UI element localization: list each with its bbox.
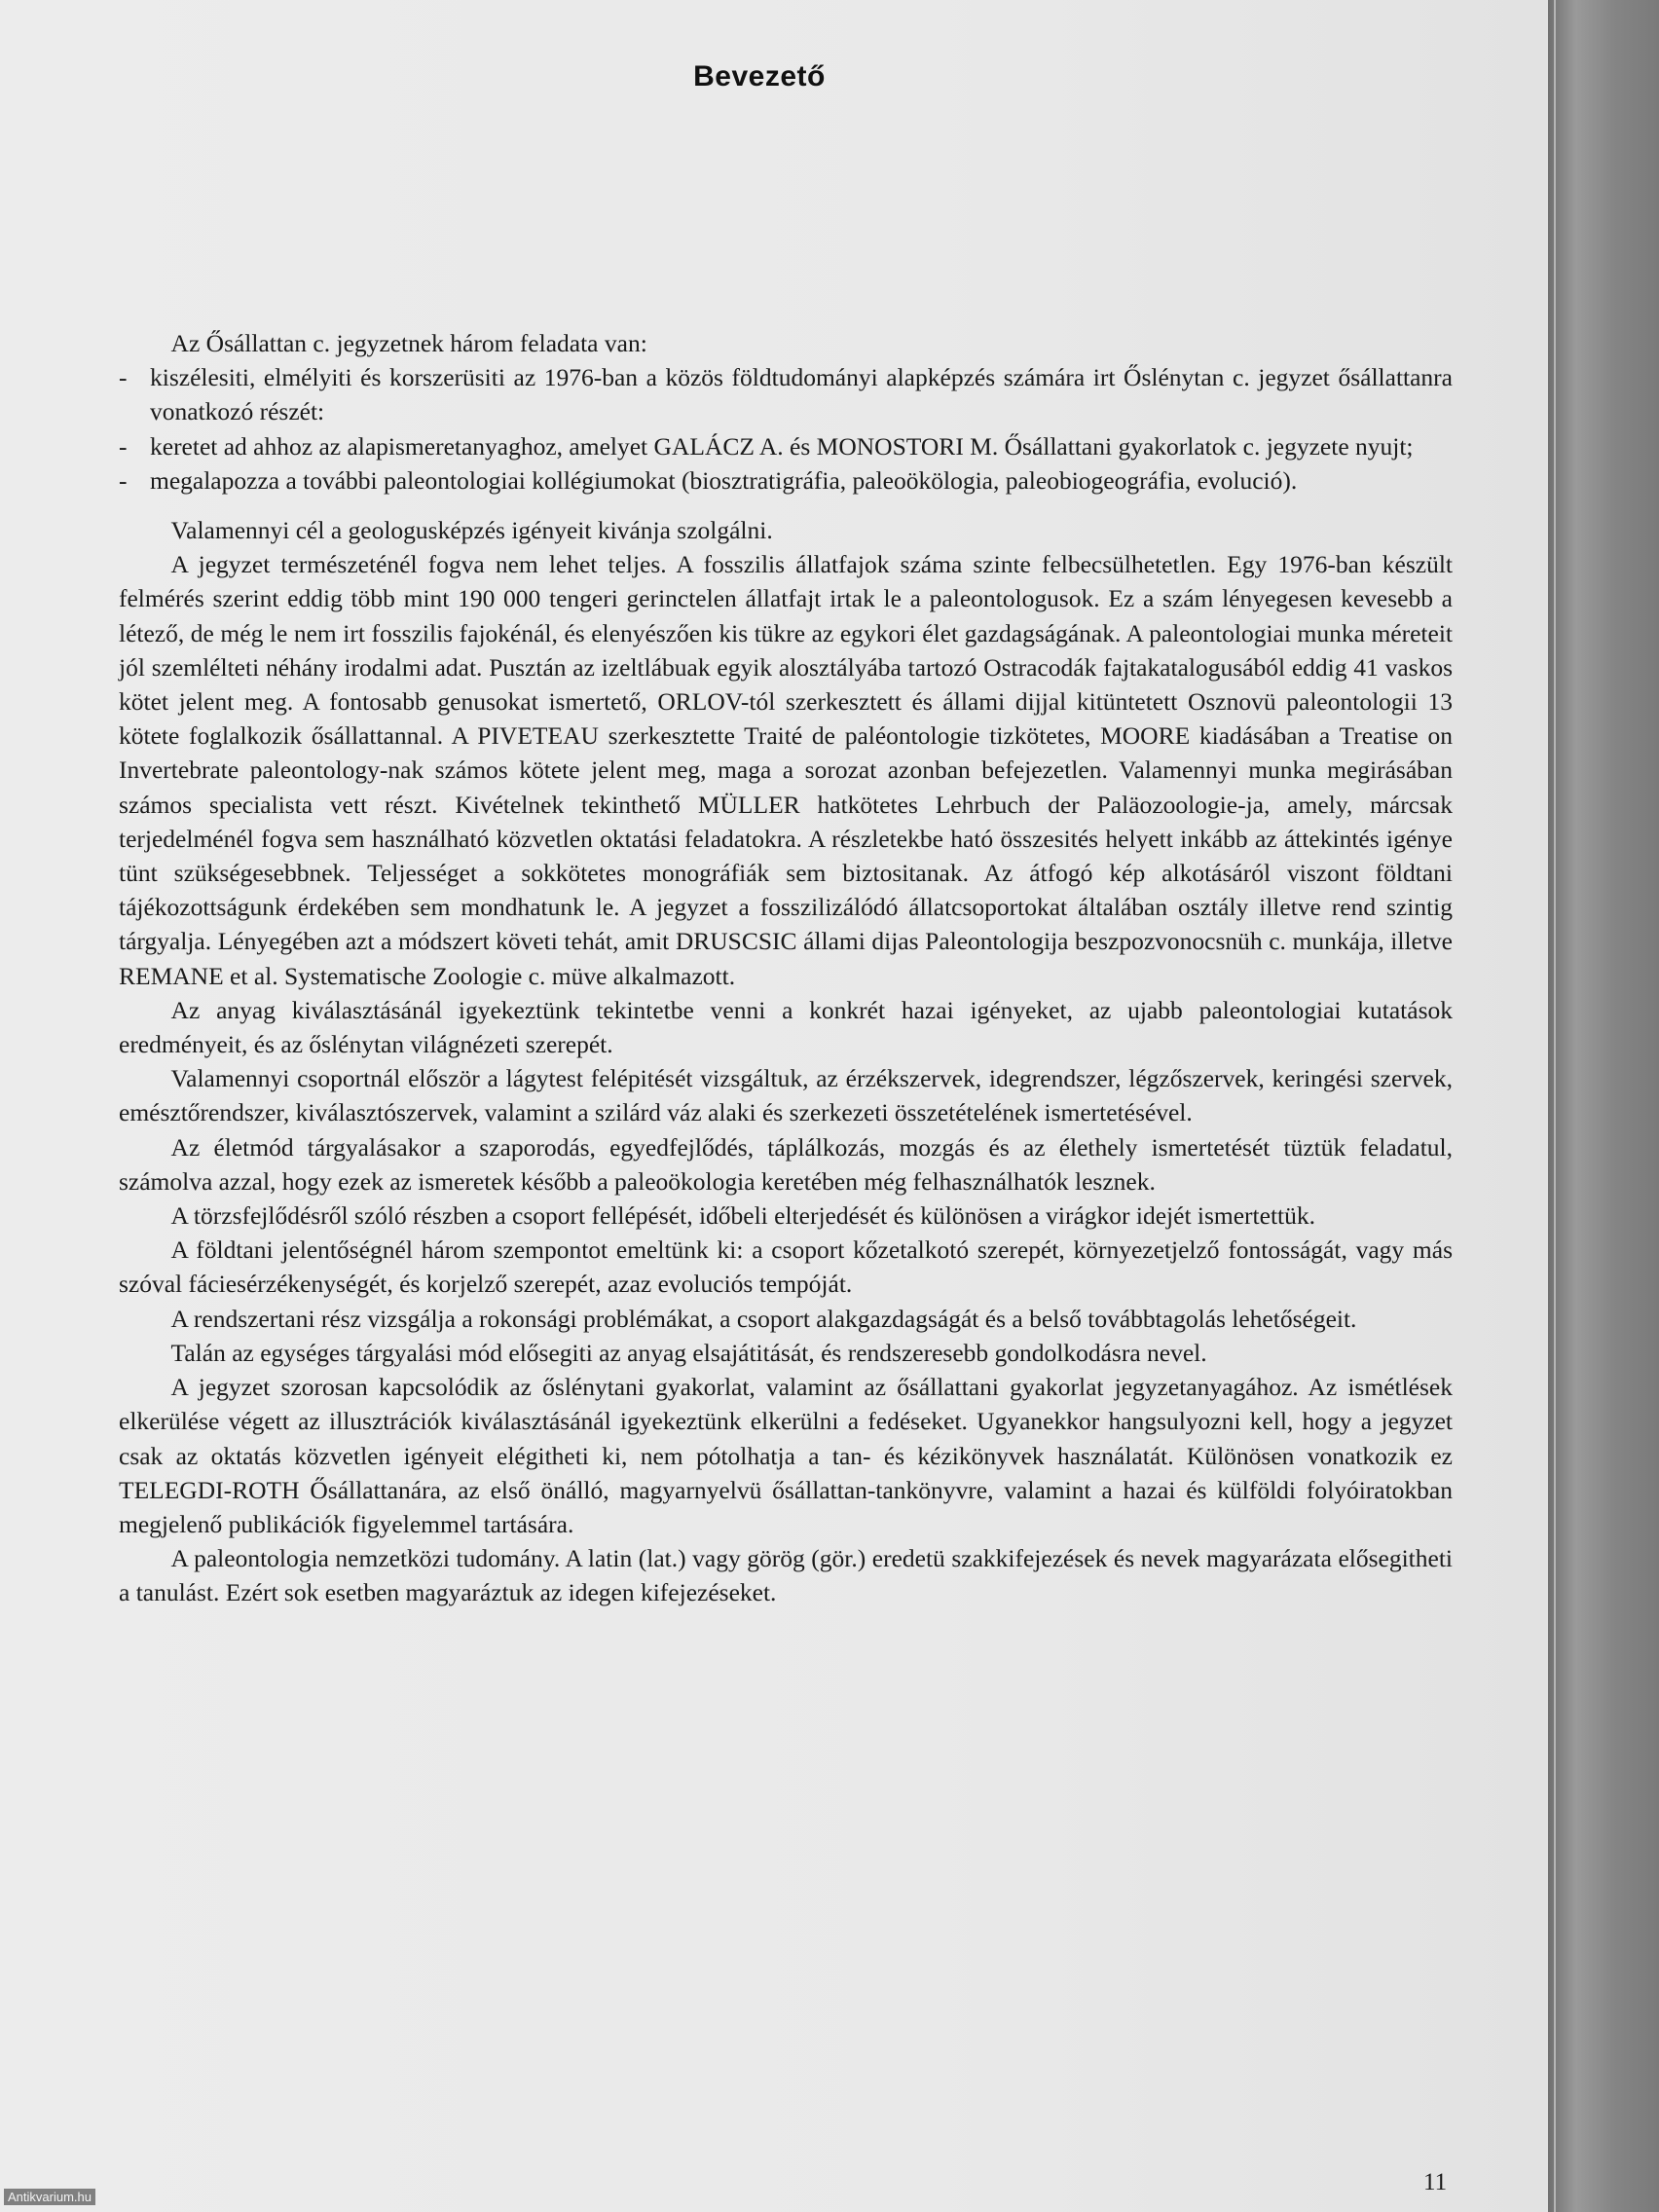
paragraph: Valamennyi csoportnál először a lágytest felépitését vizsgáltuk, az érzékszervek, idegrendszer, légzőszervek, keringési szervek, emésztőrendszer, kiválasztószervek, valamint a szilárd váz alaki és szerkezeti összetételének ismertetésével. — [119, 1064, 1453, 1127]
paragraph: A paleontologia nemzetközi tudomány. A latin (lat.) vagy görög (gör.) eredetü szakkifejezések és nevek magyarázata elősegitheti a tanulást. Ezért sok esetben magyaráztuk az idegen kifejezéseket. — [119, 1544, 1453, 1607]
paragraph: A jegyzet természeténél fogva nem lehet teljes. A fosszilis állatfajok száma szinte felbecsülhetetlen. Egy 1976-ban készült felmérés szerint eddig több mint 190 000 tengeri gerinctelen állatfajt irtak le a paleontologusok. Ez a szám lényegesen kevesebb a létező, de még le nem irt fosszilis fajokénál, és elenyészően kis tükre az egykori élet gazdagságának. A paleontologiai munka méreteit jól szemlélteti néhány irodalmi adat. Pusztán az izeltlábuak egyik alosztályába tartozó Ostracodák fajtakatalogusából eddig 41 vaskos kötet jelent meg. A fontosabb genusokat ismertető, ORLOV-tól szerkesztett és állami dijjal kitüntetett Osznovü paleontologii 13 kötete foglalkozik ősállattannal. A PIVETEAU szerkesztette Traité de paléontologie tizkötetes, MOORE kiadásában a Treatise on Invertebrate paleontology-nak számos kötete jelent meg, maga a sorozat azonban befejezetlen. Valamennyi munka megirásában számos specialista vett részt. Kivételnek tekinthető MÜLLER hatkötetes Lehrbuch der Paläozoologie-ja, amely, márcsak terjedelménél fogva sem használható közvetlen oktatási feladatokra. A részletekbe ható összesités helyett inkább az áttekintés igénye tünt szükségesebbnek. Teljességet a sokkötetes monográfiák sem biztositanak. Az átfogó kép alkotásáról viszont földtani tájékozottságunk érdekében sem mondhatunk le. A jegyzet a fosszilizálódó állatcsoportokat általában osztály illetve rend szintig tárgyalja. Lényegében azt a módszert követi tehát, amit DRUSCSIC állami dijas Paleontologija beszpozvonocsnüh c. munkája, illetve REMANE et al. Systematische Zoologie c. müve alkalmazott. — [119, 550, 1453, 990]
task-list — [119, 360, 1453, 498]
list-item — [119, 463, 1453, 498]
paragraph: Valamennyi cél a geologusképzés igényeit kivánja szolgálni. — [170, 516, 773, 545]
intro-line: Az Ősállattan c. jegyzetnek három feladata van: — [170, 329, 647, 357]
page-number: 11 — [1423, 2169, 1448, 2195]
list-item-text: keretet ad ahhoz az alapismeretanyaghoz, amelyet GALÁCZ A. és MONOSTORI M. Ősállattani gyakorlatok c. jegyzete nyujt; — [150, 431, 1414, 461]
bullet-marker: - — [119, 465, 128, 495]
bullet-marker: - — [119, 431, 128, 461]
paragraph: A jegyzet szorosan kapcsolódik az őslénytani gyakorlat, valamint az ősállattani gyakorlat jegyzetanyagához. Az ismétlések elkerülése végett az illusztrációk kiválasztásánál igyekeztünk elkerülni a fedéseket. Ugyanekkor hangsulyozni kell, hogy a jegyzet csak az oktatás közvetlen igényeit elégitheti ki, nem pótolhatja a tan- és kézikönyvek használatát. Különösen vonatkozik ez TELEGDI-ROTH Ősállattanára, az első önálló, magyarnyelvü ősállattan-tankönyvre, valamint a hazai és külföldi folyóiratokban megjelenő publikációk figyelemmel tartására. — [119, 1373, 1453, 1538]
paragraph: A földtani jelentőségnél három szempontot emeltünk ki: a csoport kőzetalkotó szerepét, környezetjelző fontosságát, vagy más szóval fáciesérzékenységét, és korjelző szerepét, azaz evoluciós tempóját. — [119, 1235, 1453, 1299]
paragraph: A törzsfejlődésről szóló részben a csoport fellépését, időbeli elterjedését és különösen a virágkor idejét ismertettük. — [170, 1201, 1315, 1231]
list-item — [119, 360, 1453, 428]
list-item-text: kiszélesiti, elmélyiti és korszerüsiti az 1976-ban a közös földtudományi alapképzés számára irt Őslénytan c. jegyzet ősállattanra vonatkozó részét: — [150, 363, 1453, 426]
paragraph: Talán az egységes tárgyalási mód elősegiti az anyag elsajátitását, és rendszeresebb gondolkodásra nevel. — [170, 1338, 1207, 1367]
page-title: Bevezető — [693, 60, 826, 92]
body-text — [119, 326, 1453, 1610]
paragraph: Az életmód tárgyalásakor a szaporodás, egyedfejlődés, táplálkozás, mozgás és az élethely ismertetését tüztük feladatul, számolva azzal, hogy ezek az ismeretek később a paleoökologia keretében még felhasználhatók lesznek. — [119, 1132, 1453, 1196]
adjacent-page-edge — [1548, 0, 1659, 2212]
watermark: Antikvarium.hu — [4, 2189, 95, 2205]
paragraph: Az anyag kiválasztásánál igyekeztünk tekintetbe venni a konkrét hazai igényeket, az ujabb paleontologiai kutatások eredményeit, és az őslénytan világnézeti szerepét. — [119, 995, 1453, 1059]
paragraph: A rendszertani rész vizsgálja a rokonsági problémákat, a csoport alakgazdagságát és a belső továbbtagolás lehetőségeit. — [170, 1304, 1357, 1333]
bullet-marker: - — [119, 363, 128, 392]
list-item-text: megalapozza a további paleontologiai kollégiumokat (biosztratigráfia, paleoökölogia, paleobiogeográfia, evolució). — [150, 465, 1298, 495]
list-item — [119, 429, 1453, 463]
